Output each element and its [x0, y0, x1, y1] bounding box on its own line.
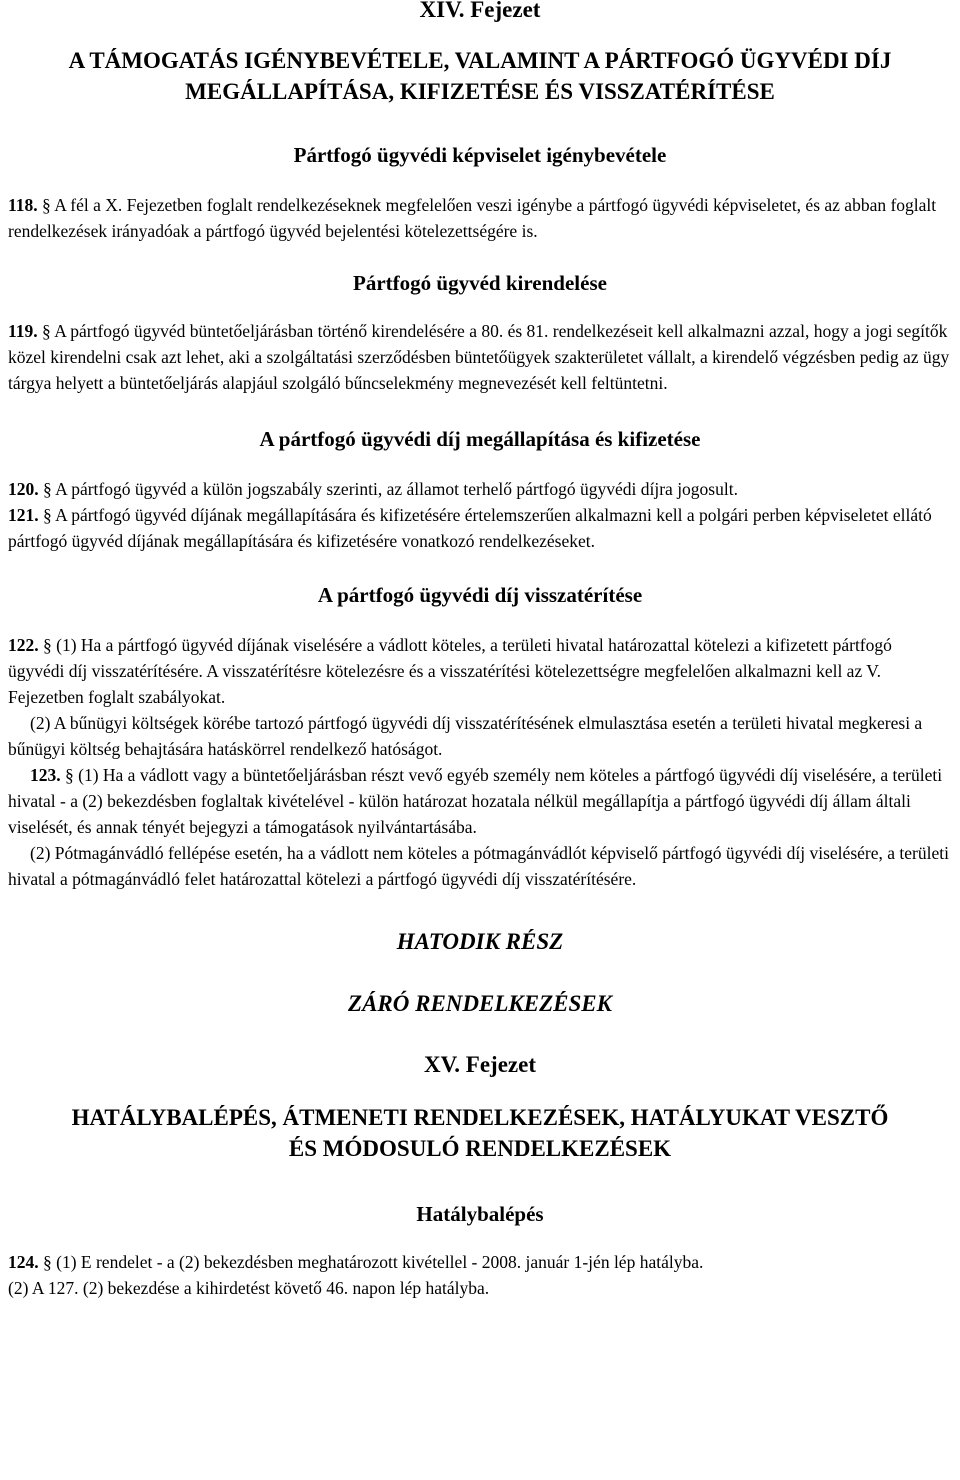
section-heading: A pártfogó ügyvédi díj megállapítása és kifizetése [259, 427, 701, 451]
paragraph-124-2: (2) A 127. (2) bekezdése a kihirdetést követő 46. napon lép hatályba. [8, 1278, 490, 1298]
section-heading: Pártfogó ügyvédi képviselet igénybevétele [293, 143, 667, 167]
paragraph-number: 120. [8, 479, 39, 499]
paragraph-number: 121. [8, 505, 39, 525]
paragraph-text: (1) Ha a vádlott vagy a büntetőeljárásban részt vevő egyéb személy nem köteles a pártfogó ügyvédi díj viselésére, a területi hivatal - a (2) bekezdésben foglaltak kivételével - külön határozat hozatala nélkül megállapítja a pártfogó ügyvédi díj állam általi viselését, és annak tényét bejegyzi a támogatások nyilvántartásába. [8, 765, 943, 837]
paragraph-text: A pártfogó ügyvéd díjának megállapítására és kifizetésére értelemszerűen alkalmazni kell a polgári perben képviseletet ellátó pártfogó ügyvéd díjának megállapítására és kifizetésére vonatkozó rendelkezéseket. [8, 505, 932, 551]
section-sign-icon: § [42, 321, 51, 341]
paragraph-118 [8, 192, 952, 244]
paragraph-124 [8, 1249, 952, 1275]
section-sign-icon: § [43, 479, 52, 499]
paragraph-text: (1) Ha a pártfogó ügyvéd díjának viselésére a vádlott köteles, a területi hivatal határozattal kötelezi a kifizetett pártfogó ügyvédi díj visszatérítésére. A visszatérítésre kötelezésre és a visszatérítési kötelezettségre megfelelően alkalmazni kell az V. Fejezetben foglalt szabályokat. [8, 635, 892, 707]
paragraph-text: A pártfogó ügyvéd büntetőeljárásban történő kirendelésére a 80. és 81. rendelkezéseit kell alkalmazni azzal, hogy a jogi segítők közel kirendelni csak azt lehet, aki a szolgáltatási szerződésben büntetőügyek szakterületet vállalt, a kirendelő végzésben pedig az ügy tárgya helyett a büntetőeljárás alapjául szolgáló bűncselekmény megnevezését kell feltüntetni. [8, 321, 950, 393]
paragraph-123 [8, 762, 952, 840]
section-sign-icon: § [65, 765, 74, 785]
chapter-title-line1: A TÁMOGATÁS IGÉNYBEVÉTELE, VALAMINT A PÁRTFOGÓ ÜGYVÉDI DÍJ [68, 48, 892, 73]
paragraph-number: 124. [8, 1252, 39, 1272]
section-sign-icon: § [43, 505, 52, 525]
section-sign-icon: § [43, 635, 52, 655]
paragraph-122-2: (2) A bűnügyi költségek körébe tartozó pártfogó ügyvédi díj visszatérítésének elmulasztása esetén a területi hivatal megkeresi a bűnügyi költség behajtására hatáskörrel rendelkező hatóságot. [8, 713, 923, 759]
paragraph-122 [8, 632, 952, 710]
section-heading: Hatálybalépés [416, 1202, 544, 1226]
chapter-title-line1: HATÁLYBALÉPÉS, ÁTMENETI RENDELKEZÉSEK, HATÁLYUKAT VESZTŐ [71, 1105, 889, 1130]
paragraph-text: A fél a X. Fejezetben foglalt rendelkezéseknek megfelelően veszi igénybe a pártfogó ügyvédi képviseletet, és az abban foglalt rendelkezések irányadóak a pártfogó ügyvéd bejelentési kötelezettségére is. [8, 195, 937, 241]
paragraph-120 [8, 476, 952, 502]
paragraph-number: 123. [30, 765, 61, 785]
paragraph-text: (1) E rendelet - a (2) bekezdésben meghatározott kivétellel - 2008. január 1-jén lép hatályba. [51, 1252, 704, 1272]
paragraph-123-2: (2) Pótmagánvádló fellépése esetén, ha a vádlott nem köteles a pótmagánvádlót képviselő pártfogó ügyvédi díj viselésére, a területi hivatal a pótmagánvádló felet határozattal kötelezi a pártfogó ügyvédi díj visszatérítésére. [8, 843, 949, 889]
section-heading: A pártfogó ügyvédi díj visszatérítése [317, 583, 643, 607]
chapter-label: XV. Fejezet [424, 1052, 536, 1077]
paragraph-number: 122. [8, 635, 39, 655]
section-heading: Pártfogó ügyvéd kirendelése [353, 271, 607, 295]
paragraph-121 [8, 502, 952, 554]
chapter-label: XIV. Fejezet [419, 0, 541, 22]
chapter-title-line2: MEGÁLLAPÍTÁSA, KIFIZETÉSE ÉS VISSZATÉRÍTÉSE [185, 79, 775, 104]
section-sign-icon: § [43, 1252, 52, 1272]
part-title: ZÁRÓ RENDELKEZÉSEK [348, 991, 612, 1016]
paragraph-119 [8, 318, 952, 396]
paragraph-number: 119. [8, 321, 38, 341]
chapter-title-line2: ÉS MÓDOSULÓ RENDELKEZÉSEK [288, 1136, 672, 1161]
section-sign-icon: § [42, 195, 51, 215]
part-label: HATODIK RÉSZ [396, 929, 564, 954]
paragraph-text: A pártfogó ügyvéd a külön jogszabály szerinti, az államot terhelő pártfogó ügyvédi díjra jogosult. [51, 479, 738, 499]
paragraph-number: 118. [8, 195, 38, 215]
